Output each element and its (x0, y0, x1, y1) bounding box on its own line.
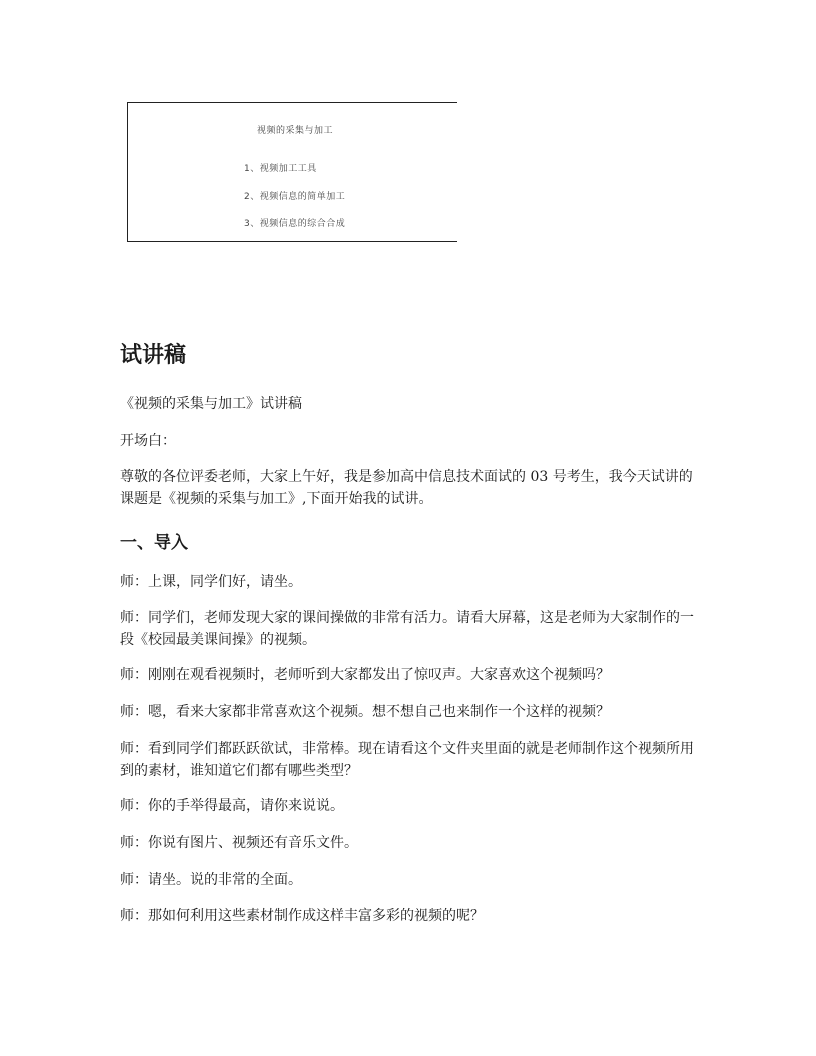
opening-text: 尊敬的各位评委老师，大家上午好，我是参加高中信息技术面试的 03 号考生，我今天试讲的课题是《视频的采集与加工》,下面开始我的试讲。 (120, 469, 693, 507)
slide-title: 视频的采集与加工 (257, 126, 334, 136)
slide-thumbnail (127, 102, 457, 242)
document-heading: 试讲稿 (120, 343, 187, 368)
title-line: 《视频的采集与加工》试讲稿 (120, 396, 302, 412)
slide-item: 3、视频信息的综合合成 (244, 219, 346, 229)
slide-item: 2、视频信息的简单加工 (244, 192, 346, 202)
dialogue-line: 师：刚刚在观看视频时，老师听到大家都发出了惊叹声。大家喜欢这个视频吗？ (120, 667, 610, 683)
section-heading: 一、导入 (120, 533, 188, 553)
dialogue-line: 师：你的手举得最高，请你来说说。 (120, 798, 344, 814)
dialogue-line: 师：请坐。说的非常的全面。 (120, 872, 302, 888)
dialogue-line: 师：嗯，看来大家都非常喜欢这个视频。想不想自己也来制作一个这样的视频？ (120, 704, 610, 720)
dialogue-line: 师：上课，同学们好，请坐。 (120, 574, 302, 590)
dialogue-line: 师：看到同学们都跃跃欲试，非常棒。现在请看这个文件夹里面的就是老师制作这个视频所用到的素材，谁知道它们都有哪些类型？ (120, 741, 694, 779)
dialogue-line: 师：同学们，老师发现大家的课间操做的非常有活力。请看大屏幕，这是老师为大家制作的一段《校园最美课间操》的视频。 (120, 610, 694, 648)
dialogue-line: 师：那如何利用这些素材制作成这样丰富多彩的视频的呢？ (120, 908, 484, 924)
dialogue-line: 师：你说有图片、视频还有音乐文件。 (120, 835, 358, 851)
slide-item: 1、视频加工工具 (244, 164, 317, 174)
opening-label: 开场白： (120, 433, 176, 449)
